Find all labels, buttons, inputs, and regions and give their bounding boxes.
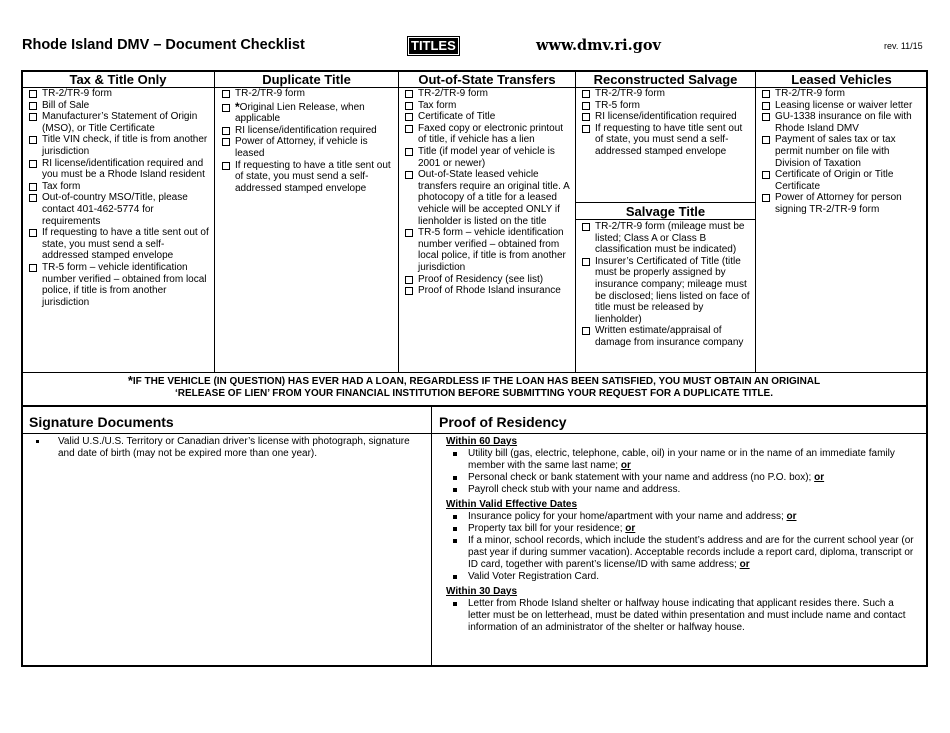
checklist-item: TR-2/TR-9 form (403, 88, 570, 100)
checklist-item: Title (if model year of vehicle is 2001 or newer) (403, 146, 570, 169)
bullet-icon (453, 527, 457, 531)
checkbox-icon (222, 162, 230, 170)
checklist-item: TR-2/TR-9 form (760, 88, 924, 100)
checkbox-icon (762, 171, 770, 179)
checklist-item: If requesting to have a title sent out of state, you must send a self-addressed stamped envelope (220, 160, 394, 195)
checklist-item: If requesting to have a title sent out of state, you must send a self-addressed stamped envelope (27, 227, 209, 262)
out-of-state-checklist (403, 88, 570, 297)
salvage-title-checklist (580, 221, 750, 349)
divider (575, 71, 576, 372)
checklist-item: *Original Lien Release, when applicable (220, 102, 394, 125)
checkbox-icon (762, 136, 770, 144)
checklist-item: TR-2/TR-9 form (27, 88, 209, 100)
bullet-icon (453, 488, 457, 492)
note-line-1: *IF THE VEHICLE (IN QUESTION) HAS EVER HAD A LOAN, REGARDLESS IF THE LOAN HAS BEEN SATISFIED, YOU MUST OBTAIN AN ORIGINAL (127, 373, 821, 388)
checkbox-icon (762, 90, 770, 98)
checklist-item: Proof of Residency (see list) (403, 274, 570, 286)
col-heading-leased-vehicles: Leased Vehicles (791, 72, 892, 87)
reconstructed-salvage-checklist (580, 88, 750, 158)
divider (575, 219, 755, 220)
checkbox-icon (405, 125, 413, 133)
divider (214, 71, 215, 372)
checkbox-icon (29, 229, 37, 237)
checklist-item: Power of Attorney for person signing TR-2/TR-9 form (760, 192, 924, 215)
list-item: Valid U.S./U.S. Territory or Canadian driver’s license with photograph, signature and date of birth (may not be expired more than one year). (36, 436, 426, 460)
checkbox-icon (582, 327, 590, 335)
checklist-item: If requesting to have title sent out of state, you must send a self-addressed stamped envelope (580, 123, 750, 158)
checkbox-icon (405, 90, 413, 98)
divider (398, 71, 399, 372)
checkbox-icon (222, 138, 230, 146)
note-line-2: ‘RELEASE OF LIEN’ FROM YOUR FINANCIAL INSTITUTION BEFORE SUBMITTING YOUR REQUEST FOR A DUPLICATE TITLE. (175, 388, 773, 399)
checkbox-icon (222, 127, 230, 135)
checkbox-icon (222, 90, 230, 98)
tax-title-checklist (27, 88, 209, 308)
checklist-item: Out-of-State leased vehicle transfers require an original title. A photocopy of a title for a leased vehicle will be accepted ONLY if lienholder is listed on the title (403, 169, 570, 227)
checklist-item: RI license/identification required (220, 125, 394, 137)
checkbox-icon (762, 113, 770, 121)
bullet-icon (453, 476, 457, 480)
checklist-item: RI license/identification required and you must be a Rhode Island resident (27, 158, 209, 181)
lien-release-note (24, 373, 924, 400)
divider (432, 433, 927, 434)
checklist-item: Certificate of Origin or Title Certificate (760, 169, 924, 192)
checklist-item: TR-2/TR-9 form (220, 88, 394, 100)
checkbox-icon (582, 223, 590, 231)
checkbox-icon (29, 90, 37, 98)
divider (431, 407, 432, 666)
list-item: Personal check or bank statement with your name and address (no P.O. box); or (446, 472, 918, 484)
bullet-icon (36, 440, 39, 443)
revision-label: rev. 11/15 (884, 41, 923, 51)
list-item: Utility bill (gas, electric, telephone, cable, oil) in your name or in the name of an immediate family member with the same last name; or (446, 448, 918, 472)
divider (575, 202, 755, 203)
checklist-item: TR-5 form (580, 100, 750, 112)
group-heading-60-days: Within 60 Days (446, 436, 518, 447)
salvage-title-heading: Salvage Title (625, 204, 706, 219)
list-item: Letter from Rhode Island shelter or halfway house indicating that applicant resides there. Such a letter must be on letterhead, must be dated within presentation and must include name and contact information of an administrator of the shelter or halfway house. (446, 598, 918, 634)
checkbox-icon (405, 171, 413, 179)
checklist-item: Power of Attorney, if vehicle is leased (220, 136, 394, 159)
col-heading-reconstructed-salvage: Reconstructed Salvage (593, 72, 738, 87)
list-item: Property tax bill for your residence; or (446, 523, 918, 535)
checklist-item: TR-5 form – vehicle identification number verified – obtained from local police, if title is from another jurisdiction (403, 227, 570, 273)
bullet-icon (453, 602, 457, 606)
checkbox-icon (405, 229, 413, 237)
proof-of-residency-heading: Proof of Residency (439, 414, 567, 430)
checklist-item: Insurer’s Certificated of Title (title must be properly assigned by insurance company; mileage must be disclosed; liens listed on face of title must be released by lienholder) (580, 256, 750, 326)
divider (22, 405, 927, 407)
checklist-item: GU-1338 insurance on file with Rhode Island DMV (760, 111, 924, 134)
checkbox-icon (29, 136, 37, 144)
bullet-icon (453, 452, 457, 456)
checklist-item: Payment of sales tax or tax permit number on file with Division of Taxation (760, 134, 924, 169)
checklist-item: Certificate of Title (403, 111, 570, 123)
checklist-item: Title VIN check, if title is from another jurisdiction (27, 134, 209, 157)
list-item: Insurance policy for your home/apartment with your name and address; or (446, 511, 918, 523)
group-heading-valid-dates: Within Valid Effective Dates (446, 499, 578, 510)
checkbox-icon (405, 148, 413, 156)
checkbox-icon (582, 90, 590, 98)
signature-documents-list (36, 436, 426, 460)
list-item: Valid Voter Registration Card. (446, 571, 918, 583)
divider (755, 71, 756, 372)
divider (22, 372, 927, 373)
checkbox-icon (29, 194, 37, 202)
col-heading-out-of-state: Out-of-State Transfers (418, 72, 556, 87)
duplicate-title-checklist (220, 88, 394, 194)
col-heading-duplicate-title: Duplicate Title (262, 72, 351, 87)
checkbox-icon (405, 113, 413, 121)
titles-badge: TITLES (411, 38, 456, 53)
checkbox-icon (582, 113, 590, 121)
divider (22, 433, 431, 434)
proof-of-residency-list (446, 436, 918, 634)
checkbox-icon (762, 194, 770, 202)
asterisk: * (235, 99, 240, 114)
page-title: Rhode Island DMV – Document Checklist (22, 37, 305, 53)
checkbox-icon (582, 258, 590, 266)
checklist-item: Tax form (403, 100, 570, 112)
bullet-icon (453, 575, 457, 579)
signature-documents-heading: Signature Documents (29, 414, 174, 430)
leased-vehicles-checklist (760, 88, 924, 216)
checkbox-icon (762, 102, 770, 110)
checklist-item: Proof of Rhode Island insurance (403, 285, 570, 297)
checklist-item: TR-2/TR-9 form (580, 88, 750, 100)
checklist-item: Tax form (27, 181, 209, 193)
checkbox-icon (29, 160, 37, 168)
checklist-item: Bill of Sale (27, 100, 209, 112)
checklist-item: Faxed copy or electronic printout of title, if vehicle has a lien (403, 123, 570, 146)
checkbox-icon (29, 113, 37, 121)
checkbox-icon (29, 183, 37, 191)
checkbox-icon (405, 276, 413, 284)
checklist-item: Written estimate/appraisal of damage from insurance company (580, 325, 750, 348)
checkbox-icon (29, 102, 37, 110)
checklist-item: Out-of-country MSO/Title, please contact 401-462-5774 for requirements (27, 192, 209, 227)
bullet-icon (453, 539, 457, 543)
checklist-item: TR-5 form – vehicle identification number verified – obtained from local police, if title is from another jurisdiction (27, 262, 209, 308)
checklist-item: Leasing license or waiver letter (760, 100, 924, 112)
checklist-item: Manufacturer’s Statement of Origin (MSO), or Title Certificate (27, 111, 209, 134)
checkbox-icon (405, 102, 413, 110)
checklist-item: TR-2/TR-9 form (mileage must be listed; Class A or Class B classification must be indicated) (580, 221, 750, 256)
checkbox-icon (222, 104, 230, 112)
checkbox-icon (405, 287, 413, 295)
checkbox-icon (29, 264, 37, 272)
checkbox-icon (582, 125, 590, 133)
checkbox-icon (582, 102, 590, 110)
col-heading-tax-title: Tax & Title Only (69, 72, 167, 87)
checklist-item: RI license/identification required (580, 111, 750, 123)
list-item: Payroll check stub with your name and address. (446, 484, 918, 496)
website-url: www.dmv.ri.gov (536, 37, 661, 54)
group-heading-30-days: Within 30 Days (446, 586, 518, 597)
list-item: If a minor, school records, which include the student’s address and are for the current school year (or past year if during summer vacation). Acceptable records include a report card, diploma, transcript or ID card, together with parent’s license/ID with same address; or (446, 535, 918, 571)
asterisk: * (127, 373, 133, 388)
bullet-icon (453, 515, 457, 519)
